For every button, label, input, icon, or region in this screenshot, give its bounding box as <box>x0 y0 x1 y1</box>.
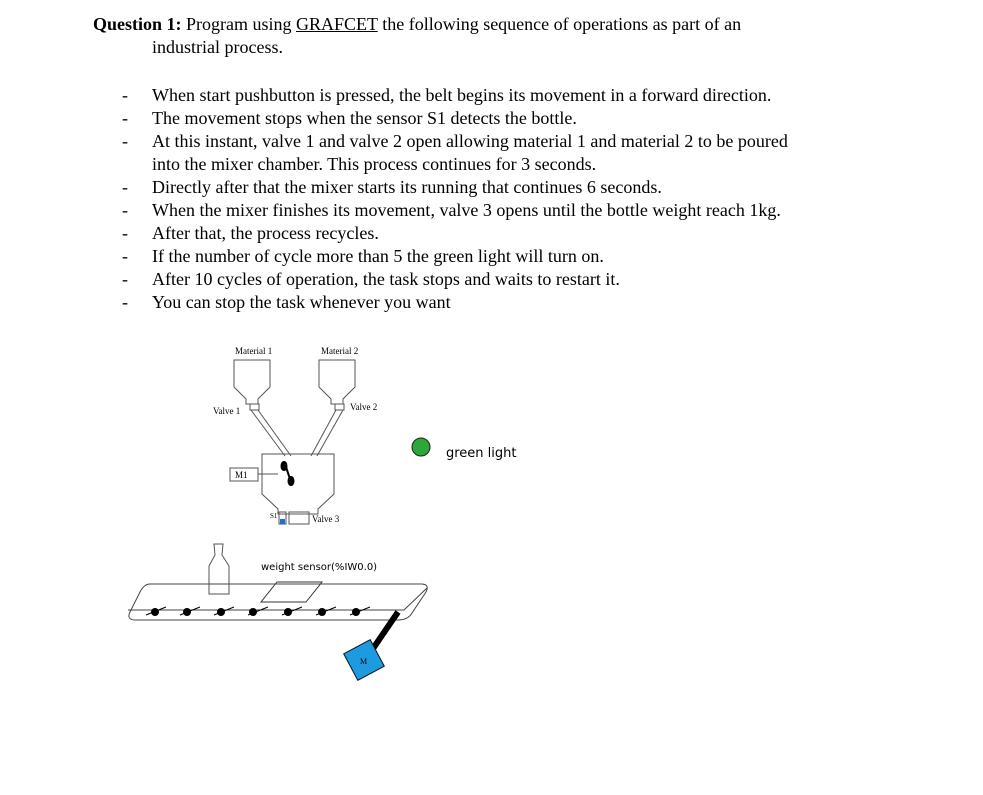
valve-3-label: Valve 3 <box>312 514 340 524</box>
hopper-material-1 <box>234 360 270 404</box>
list-item: After that, the process recycles. <box>152 223 379 243</box>
list-item: into the mixer chamber. This process continues for 3 seconds. <box>152 154 597 174</box>
material-1-label: Material 1 <box>235 346 273 356</box>
motor-label: M <box>360 657 368 666</box>
bottle <box>209 544 229 594</box>
mixer-motor-label: M1 <box>235 470 248 480</box>
conveyor-rollers <box>146 607 370 616</box>
list-item: If the number of cycle more than 5 the green light will turn on. <box>152 246 604 266</box>
valve-1-label: Valve 1 <box>213 406 241 416</box>
pipe-1 <box>251 410 291 456</box>
list-item: The movement stops when the sensor S1 detects the bottle. <box>152 108 577 128</box>
hopper-material-2 <box>319 360 355 404</box>
bullet-dash: - <box>122 177 128 197</box>
question-text-pre: Program using <box>181 14 297 34</box>
weight-sensor-plate <box>261 582 322 602</box>
bullet-dash: - <box>122 131 128 151</box>
question-continuation: industrial process. <box>152 37 283 57</box>
motor-drive-shaft <box>372 612 398 650</box>
list-item: After 10 cycles of operation, the task stops and waits to restart it. <box>152 269 620 289</box>
list-item: You can stop the task whenever you want <box>152 292 451 312</box>
sensor-s1-label: S1 <box>270 512 278 520</box>
bullet-dash: - <box>122 223 128 243</box>
bullet-dash: - <box>122 108 128 128</box>
list-item: At this instant, valve 1 and valve 2 open allowing material 1 and material 2 to be poured <box>152 131 788 151</box>
bullet-dash: - <box>122 246 128 266</box>
valve-2-symbol <box>335 404 344 410</box>
list-item: When start pushbutton is pressed, the belt begins its movement in a forward direction. <box>152 85 772 105</box>
list-item: Directly after that the mixer starts its running that continues 6 seconds. <box>152 177 662 197</box>
conveyor-edge <box>128 588 427 610</box>
pipe-2 <box>311 410 343 456</box>
mixer-chamber <box>262 454 334 514</box>
bullet-dash: - <box>122 292 128 312</box>
mixer-agitator <box>282 462 294 485</box>
valve-1-symbol <box>250 404 259 410</box>
question-text-post: the following sequence of operations as part of an <box>377 14 742 34</box>
sensor-s1-indicator <box>280 519 285 524</box>
green-light-label: green light <box>446 446 517 461</box>
list-item: When the mixer finishes its movement, valve 3 opens until the bottle weight reach 1kg. <box>152 200 781 220</box>
bullet-dash: - <box>122 200 128 220</box>
bullet-dash: - <box>122 269 128 289</box>
weight-sensor-label: weight sensor(%IW0.0) <box>261 562 378 573</box>
valve-2-label: Valve 2 <box>350 402 378 412</box>
green-light-icon <box>412 438 430 456</box>
grafcet-keyword: GRAFCET <box>296 14 378 34</box>
bullet-dash: - <box>122 85 128 105</box>
question-label: Question 1: <box>93 14 182 34</box>
material-2-label: Material 2 <box>321 346 359 356</box>
